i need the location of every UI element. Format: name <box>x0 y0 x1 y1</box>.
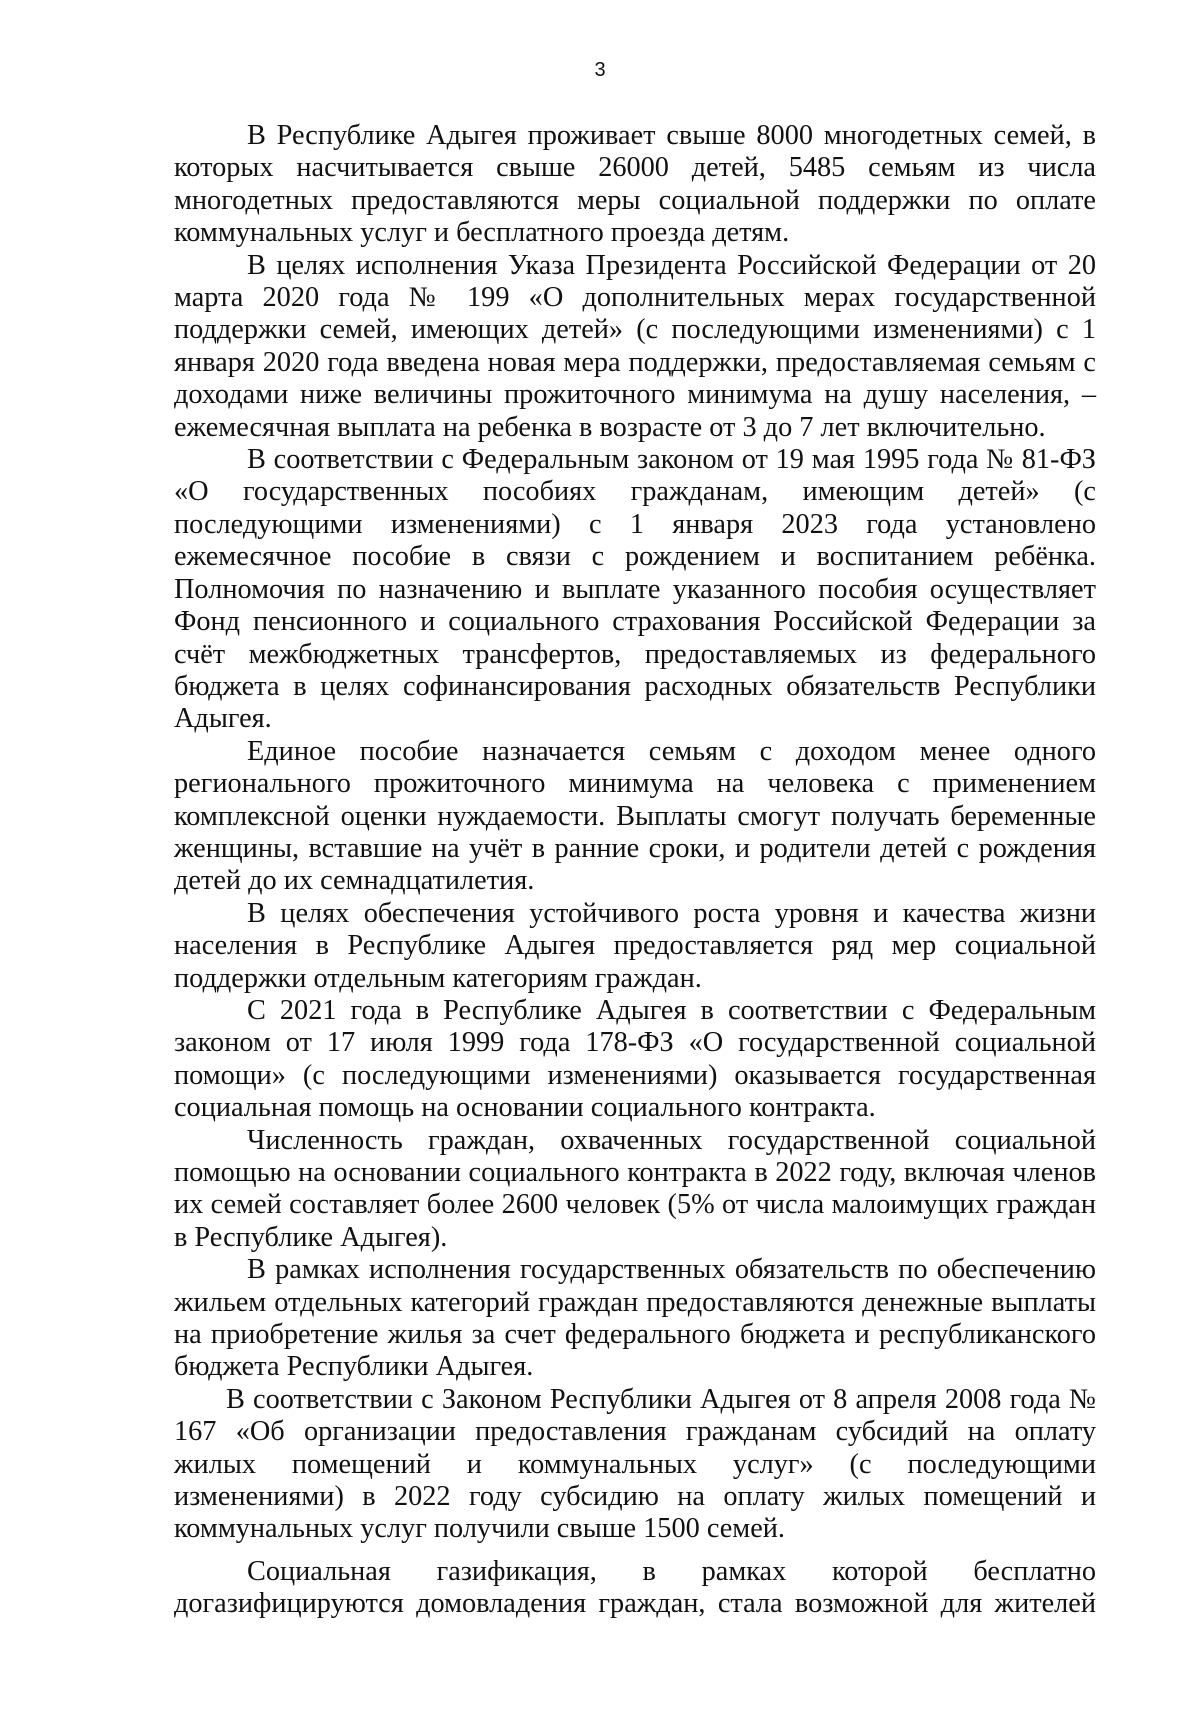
paragraph-gasification: Социальная газификация, в рамках которой бесплатно догазифицируются домовладения граждан, стала возможной для жителей <box>174 1555 1096 1620</box>
paragraph-federal-law-81: В соответствии с Федеральным законом от 19 мая 1995 года № 81-ФЗ «О государственных пособиях гражданам, имеющим детей» (с последующими изменениями) с 1 января 2023 года установлено ежемесячное пособие в связи с рождением и воспитанием ребёнка. Полномочия по назначению и выплате указанного пособия осуществляет Фонд пенсионного и социального страхования Российской Федерации за счёт межбюджетных трансфертов, предоставляемых из федерального бюджета в целях софинансирования расходных обязательств Республики Адыгея. <box>174 444 1096 735</box>
paragraph-social-contract-count: Численность граждан, охваченных государственной социальной помощью на основании социального контракта в 2022 году, включая членов их семей составляет более 2600 человек (5% от числа малоимущих граждан в Республике Адыгея). <box>174 1124 1096 1253</box>
page-number: 3 <box>594 59 606 81</box>
paragraph-housing-subsidies: В соответствии с Законом Республики Адыгея от 8 апреля 2008 года № 167 «Об организации предоставления гражданам субсидий на оплату жилых помещений и коммунальных услуг» (с последующими изменениями) в 2022 году субсидию на оплату жилых помещений и коммунальных услуг получили свыше 1500 семей. <box>174 1383 1096 1545</box>
paragraph-presidential-decree: В целях исполнения Указа Президента Российской Федерации от 20 марта 2020 года № 199 «О дополнительных мерах государственной поддержки семей, имеющих детей» (с последующими изменениями) с 1 января 2020 года введена новая мера поддержки, предоставляемая семьям с доходами ниже величины прожиточного минимума на душу населения, – ежемесячная выплата на ребенка в возрасте от 3 до 7 лет включительно. <box>174 249 1096 443</box>
paragraph-unified-allowance: Единое пособие назначается семьям с доходом менее одного регионального прожиточного минимума на человека с применением комплексной оценки нуждаемости. Выплаты смогут получать беременные женщины, вставшие на учёт в ранние сроки, и родители детей с рождения детей до их семнадцатилетия. <box>174 735 1096 897</box>
paragraph-housing-payments: В рамках исполнения государственных обязательств по обеспечению жильем отдельных категорий граждан предоставляются денежные выплаты на приобретение жилья за счет федерального бюджета и республиканского бюджета Республики Адыгея. <box>174 1254 1096 1383</box>
document-body <box>174 120 1096 1621</box>
paragraph-social-support: В целях обеспечения устойчивого роста уровня и качества жизни населения в Республике Адыгея предоставляется ряд мер социальной поддержки отдельным категориям граждан. <box>174 897 1096 994</box>
paragraph-large-families: В Республике Адыгея проживает свыше 8000 многодетных семей, в которых насчитывается свыше 26000 детей, 5485 семьям из числа многодетных предоставляются меры социальной поддержки по оплате коммунальных услуг и бесплатного проезда детям. <box>174 120 1096 249</box>
paragraph-social-contract-law: С 2021 года в Республике Адыгея в соответствии с Федеральным законом от 17 июля 1999 года 178-ФЗ «О государственной социальной помощи» (с последующими изменениями) оказывается государственная социальная помощь на основании социального контракта. <box>174 994 1096 1124</box>
